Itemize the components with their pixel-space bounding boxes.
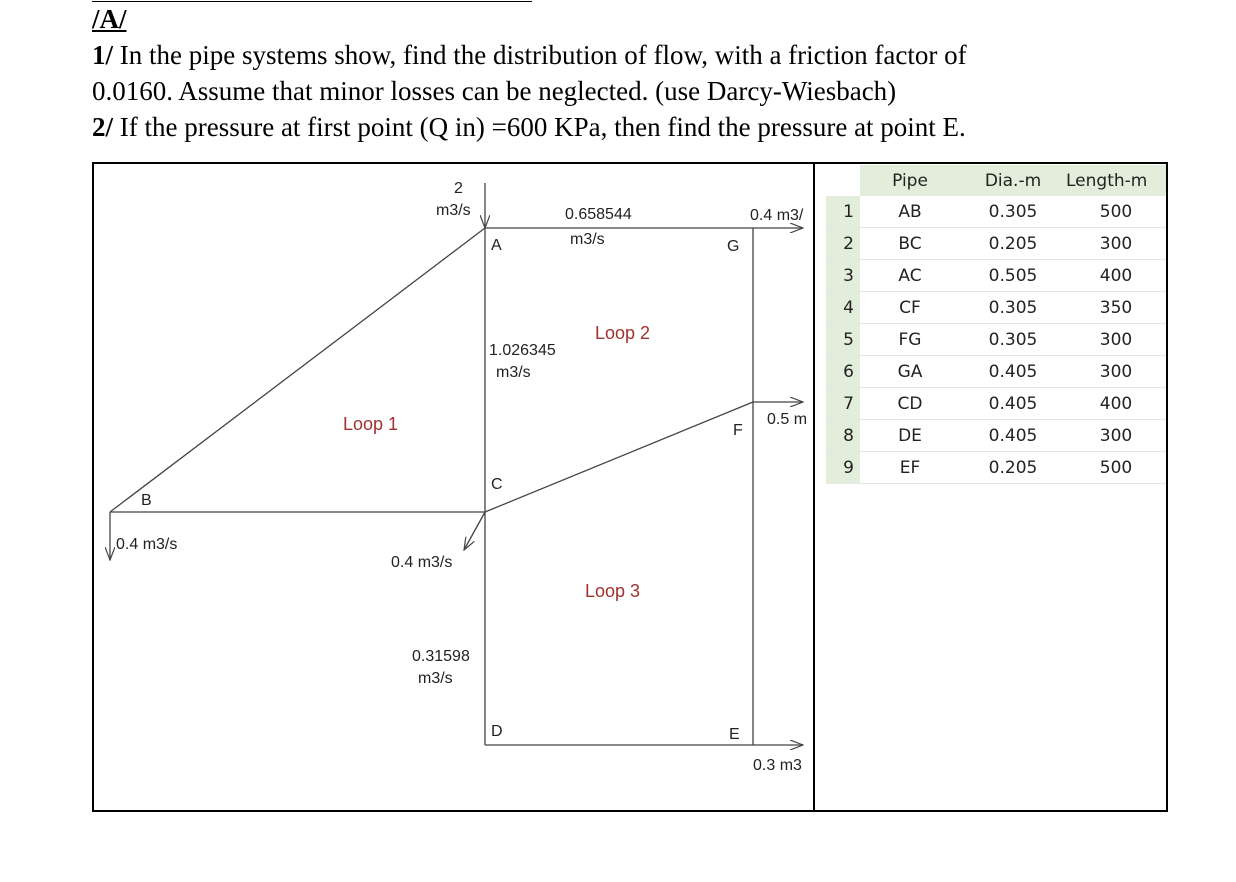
flow-AC-unit: m3/s (496, 364, 531, 381)
outflow-C-label: 0.4 m3/s (391, 554, 453, 571)
row-index: 1 (826, 196, 860, 228)
q1-text: In the pipe systems show, find the distribution of flow, with a friction factor of (113, 40, 967, 70)
length-cell: 300 (1066, 356, 1166, 388)
node-B: B (141, 492, 152, 509)
loop-3-label: Loop 3 (585, 581, 641, 601)
pipe-cell: GA (860, 356, 960, 388)
table-row (826, 452, 1166, 484)
q2-number: 2/ (92, 112, 114, 142)
table-row (826, 260, 1166, 292)
flow-CD-unit: m3/s (418, 670, 453, 687)
flow-AC-value: 1.026345 (489, 342, 556, 359)
length-cell: 500 (1066, 196, 1166, 228)
row-index: 7 (826, 388, 860, 420)
dia-cell: 0.205 (960, 228, 1066, 260)
question-1-line-2: 0.0160. Assume that minor losses can be neglected. (use Darcy-Wiesbach) (92, 76, 897, 106)
inflow-unit: m3/s (436, 202, 471, 219)
node-F: F (733, 422, 743, 439)
dia-cell: 0.405 (960, 420, 1066, 452)
length-cell: 350 (1066, 292, 1166, 324)
header-dia: Dia.-m (960, 165, 1066, 196)
pipe-cell: AB (860, 196, 960, 228)
table-row (826, 324, 1166, 356)
flow-CD-value: 0.31598 (412, 648, 470, 665)
table-row (826, 388, 1166, 420)
length-cell: 300 (1066, 324, 1166, 356)
flow-AG-unit: m3/s (570, 231, 605, 248)
dia-cell: 0.405 (960, 388, 1066, 420)
pipe-cell: FG (860, 324, 960, 356)
header-pipe: Pipe (860, 165, 960, 196)
table-row (826, 292, 1166, 324)
table-row (826, 356, 1166, 388)
dia-cell: 0.305 (960, 324, 1066, 356)
outflow-E-label: 0.3 m3 (753, 757, 802, 774)
loop-2-label: Loop 2 (595, 323, 651, 343)
dia-cell: 0.505 (960, 260, 1066, 292)
outflow-F-label: 0.5 m (767, 411, 808, 428)
table-row (826, 196, 1166, 228)
outflow-G-label: 0.4 m3/ (750, 207, 804, 224)
row-index: 4 (826, 292, 860, 324)
node-G: G (727, 238, 740, 255)
node-D: D (491, 723, 503, 740)
pipe-cell: EF (860, 452, 960, 484)
pipe-cell: DE (860, 420, 960, 452)
node-C: C (491, 476, 503, 493)
pipe-cell: CD (860, 388, 960, 420)
table-row (826, 228, 1166, 260)
table-row (826, 420, 1166, 452)
pipe-cell: BC (860, 228, 960, 260)
dia-cell: 0.305 (960, 196, 1066, 228)
pipe-cell: CF (860, 292, 960, 324)
length-cell: 300 (1066, 420, 1166, 452)
pipe-table (826, 165, 1166, 484)
dia-cell: 0.405 (960, 356, 1066, 388)
length-cell: 400 (1066, 388, 1166, 420)
loop-1-label: Loop 1 (343, 414, 399, 434)
outflow-C-arrow (464, 512, 485, 550)
table-header-row (826, 165, 1166, 196)
length-cell: 300 (1066, 228, 1166, 260)
length-cell: 400 (1066, 260, 1166, 292)
length-cell: 500 (1066, 452, 1166, 484)
row-index: 6 (826, 356, 860, 388)
pipe-cell: AC (860, 260, 960, 292)
pipe-AB (110, 228, 485, 512)
pipe-CF (485, 402, 753, 512)
dia-cell: 0.305 (960, 292, 1066, 324)
row-index: 2 (826, 228, 860, 260)
inflow-value: 2 (454, 180, 463, 197)
row-index: 3 (826, 260, 860, 292)
flow-AG-value: 0.658544 (565, 206, 632, 223)
outflow-B-label: 0.4 m3/s (116, 536, 178, 553)
row-index: 5 (826, 324, 860, 356)
row-index: 8 (826, 420, 860, 452)
q2-text: If the pressure at first point (Q in) =600 KPa, then find the pressure at point E. (113, 112, 966, 142)
section-label: /A/ (92, 4, 127, 34)
dia-cell: 0.205 (960, 452, 1066, 484)
header-length: Length-m (1066, 165, 1166, 196)
row-index: 9 (826, 452, 860, 484)
node-E: E (729, 726, 740, 743)
q1-number: 1/ (92, 40, 114, 70)
node-A: A (491, 237, 502, 254)
